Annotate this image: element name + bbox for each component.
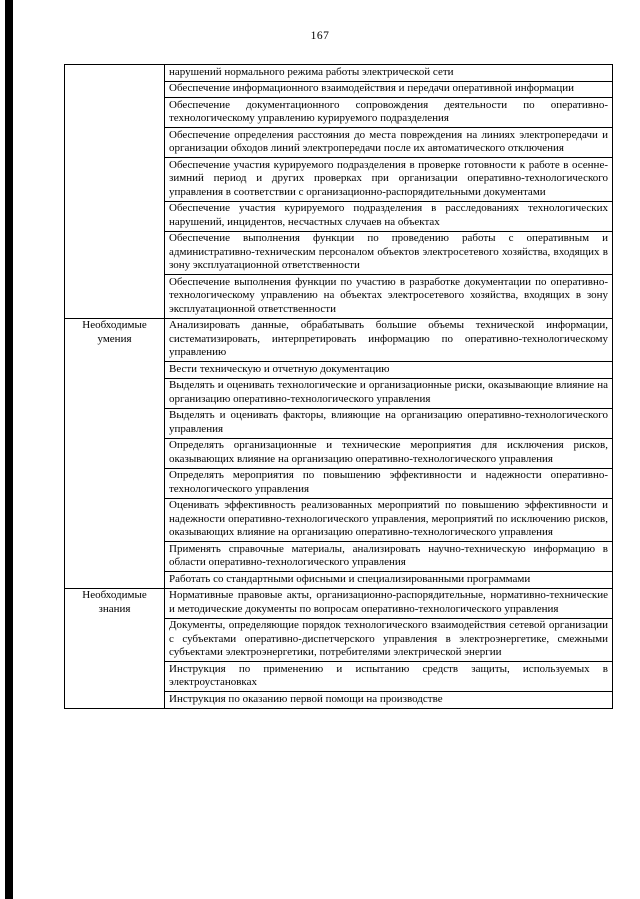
- table-cell: Обеспечение участия курируемого подразделения в расследованиях технологических нарушений, инцидентов, несчастных случаев на объектах: [165, 201, 613, 231]
- table-cell: Обеспечение документационного сопровождения деятельности по оперативно-технологическому управлению курируемого подразделения: [165, 98, 613, 128]
- table-cell: Обеспечение определения расстояния до места повреждения на линиях электропередачи и организации обходов линий электропередачи после их автоматического отключения: [165, 128, 613, 158]
- table-cell: Инструкция по оказанию первой помощи на производстве: [165, 692, 613, 709]
- table-cell: Документы, определяющие порядок технологического взаимодействия сетевой организации с субъектами оперативно-диспетчерского управления в электроэнергетике, смежными субъектами электроэнергетики, потребителями электрической энергии: [165, 618, 613, 662]
- row-group-label: Необходимые знания: [65, 588, 165, 708]
- table-cell: Обеспечение выполнения функции по проведению работы с оперативным и административно-техническим персоналом объектов электросетевого хозяйства, входящих в зону эксплуатационной ответственности: [165, 231, 613, 275]
- table-cell: Выделять и оценивать факторы, влияющие на организацию оперативно-технологического управления: [165, 408, 613, 438]
- table-cell: Работать со стандартными офисными и специализированными программами: [165, 572, 613, 589]
- table-cell: Анализировать данные, обрабатывать большие объемы технической информации, систематизировать, интерпретировать информацию по оперативно-технологическому управлению: [165, 318, 613, 362]
- scan-edge-artifact: [5, 0, 13, 899]
- requirements-table-body: [65, 65, 613, 709]
- table-cell: Выделять и оценивать технологические и организационные риски, оказывающие влияние на организацию оперативно-технологического управления: [165, 378, 613, 408]
- table-cell: Определять мероприятия по повышению эффективности и надежности оперативно-технологического управления: [165, 468, 613, 498]
- table-cell: Вести техническую и отчетную документацию: [165, 362, 613, 379]
- table-cell: Нормативные правовые акты, организационно-распорядительные, нормативно-технические и методические документы по вопросам оперативно-технологического управления: [165, 588, 613, 618]
- table-cell: Обеспечение участия курируемого подразделения в проверке готовности к работе в осенне-зимний период и других проверках при организации оперативно-технологического управления в соответствии с организационно-распорядительными документами: [165, 158, 613, 202]
- table-cell: Применять справочные материалы, анализировать научно-техническую информацию в области оперативно-технологического управления: [165, 542, 613, 572]
- table-cell: Инструкция по применению и испытанию средств защиты, используемых в электроустановках: [165, 662, 613, 692]
- table-cell: Определять организационные и технические мероприятия для исключения рисков, оказывающих влияние на организацию оперативно-технологического управления: [165, 438, 613, 468]
- table-row: [65, 318, 613, 362]
- row-group-label: [65, 65, 165, 319]
- table-cell: Оценивать эффективность реализованных мероприятий по повышению эффективности и надежности оперативно-технологического управления, мероприятий по исключению рисков, оказывающих влияние на организацию оперативно-технологического управления: [165, 498, 613, 542]
- table-row: [65, 588, 613, 618]
- page-number: 167: [310, 30, 330, 42]
- table-cell: Обеспечение выполнения функции по участию в разработке документации по оперативно-технологическому управлению на объектах электросетевого хозяйства, входящих в зону эксплуатационной ответственности: [165, 275, 613, 319]
- table-cell: Обеспечение информационного взаимодействия и передачи оперативной информации: [165, 81, 613, 98]
- table-cell: нарушений нормального режима работы электрической сети: [165, 65, 613, 82]
- row-group-label: Необходимые умения: [65, 318, 165, 588]
- requirements-table: [64, 64, 613, 709]
- table-row: [65, 65, 613, 82]
